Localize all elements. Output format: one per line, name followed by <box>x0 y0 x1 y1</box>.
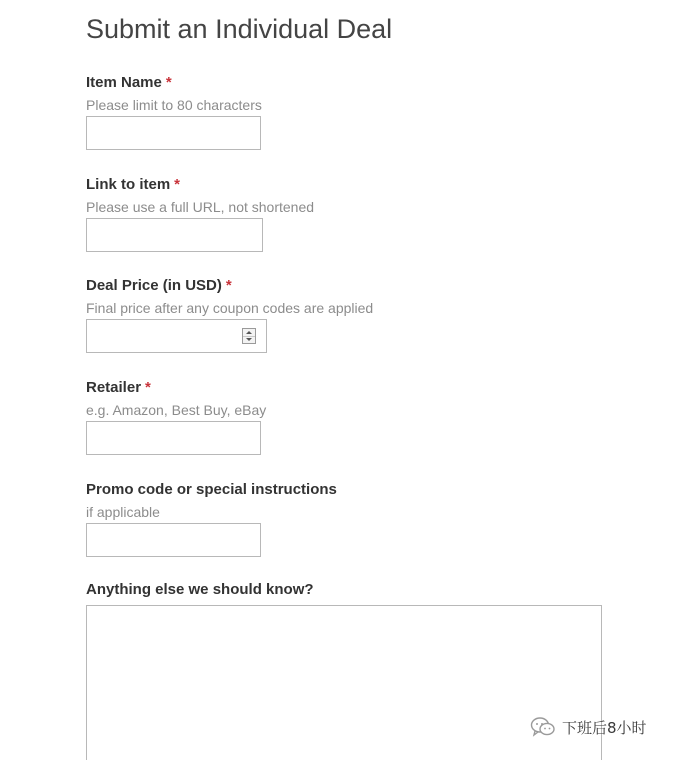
item-name-label: Item Name * <box>86 74 172 91</box>
arrow-up-icon <box>246 331 252 334</box>
link-to-item-input[interactable] <box>86 218 263 252</box>
link-to-item-hint: Please use a full URL, not shortened <box>86 199 315 215</box>
retailer-input[interactable] <box>86 421 261 455</box>
retailer-field <box>86 379 266 455</box>
anything-else-field <box>86 581 602 760</box>
promo-code-input[interactable] <box>86 523 261 557</box>
watermark <box>530 716 647 738</box>
watermark-text: 下班后8小时 <box>562 718 647 737</box>
link-to-item-label: Link to item * <box>86 176 181 193</box>
page-title: Submit an Individual Deal <box>86 14 393 44</box>
promo-code-label: Promo code or special instructions <box>86 481 337 498</box>
retailer-label: Retailer * <box>86 379 151 396</box>
wechat-icon <box>530 716 556 738</box>
required-marker: * <box>145 379 151 396</box>
deal-price-number-control <box>86 319 267 353</box>
required-marker: * <box>165 74 172 91</box>
item-name-hint: Please limit to 80 characters <box>86 97 262 113</box>
number-spinner[interactable] <box>242 328 256 344</box>
deal-price-hint: Final price after any coupon codes are applied <box>86 300 374 316</box>
deal-price-field <box>86 277 373 353</box>
item-name-input[interactable] <box>86 116 261 150</box>
promo-code-hint: if applicable <box>86 504 160 520</box>
item-name-field <box>86 74 262 150</box>
deal-price-label: Deal Price (in USD) * <box>86 277 232 294</box>
required-marker: * <box>225 277 232 294</box>
promo-code-field <box>86 481 337 557</box>
anything-else-textarea[interactable] <box>86 605 602 760</box>
anything-else-label: Anything else we should know? <box>86 581 314 598</box>
deal-price-input[interactable] <box>86 319 267 353</box>
link-to-item-field <box>86 176 314 252</box>
arrow-down-icon <box>246 338 252 341</box>
required-marker: * <box>174 176 181 193</box>
decrement-button[interactable] <box>243 336 255 344</box>
retailer-hint: e.g. Amazon, Best Buy, eBay <box>86 402 267 418</box>
